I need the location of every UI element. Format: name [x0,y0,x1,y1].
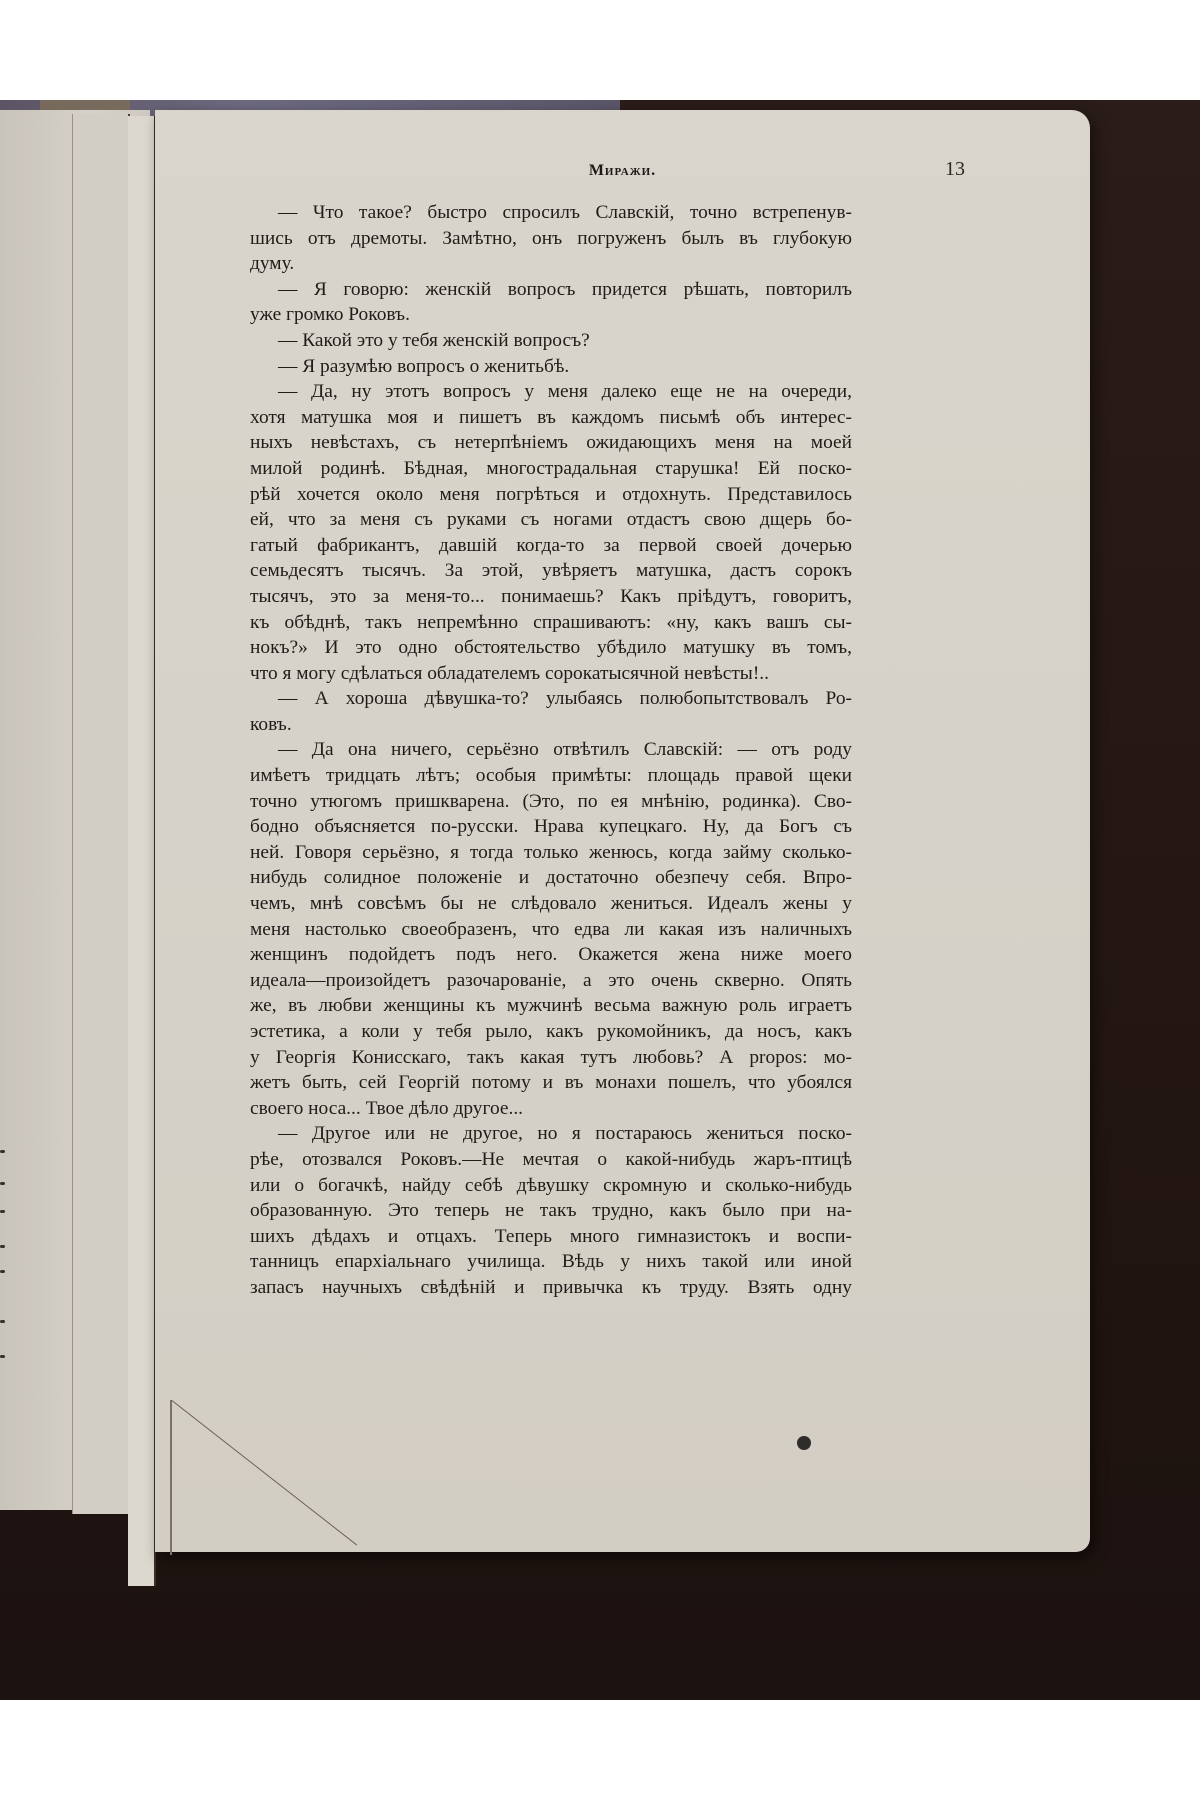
text-line: шихъ дѣдахъ и отцахъ. Теперь много гимназистокъ и воспи- [250,1225,852,1247]
page-number: 13 [945,158,965,180]
text-line: семьдесятъ тысячъ. За этой, увѣряетъ матушка, дастъ сорокъ [250,560,852,582]
text-line: у Георгія Конисскаго, такъ какая тутъ любовь? А propos: мо- [250,1046,852,1068]
text-line: бодно объясняется по-русски. Нрава купецкаго. Ну, да Богъ съ [250,816,852,838]
right-page [155,110,1090,1552]
text-line: рѣе, отозвался Роковъ.—Не мечтая о какой-нибудь жаръ-птицѣ [250,1148,852,1170]
text-line: танницъ епархіальнаго училища. Вѣдь у нихъ такой или иной [250,1251,852,1273]
body-text [250,200,852,1301]
folded-corner [170,1400,362,1555]
text-line: — Я говорю: женскій вопросъ придется рѣшать, повторилъ [278,278,852,300]
text-line: — Да она ничего, серьёзно отвѣтилъ Славскій: — отъ роду [278,739,852,761]
text-line: женщинъ подойдетъ подъ него. Окажется жена ниже моего [250,944,852,966]
left-page-edge-glyphs [0,110,10,1700]
text-line: нибудь солидное положеніе и достаточно обезпечу себя. Впро- [250,867,852,889]
text-line: ковъ. [250,713,292,735]
text-line: ней. Говоря серьёзно, я тогда только женюсь, когда займу сколько- [250,841,852,863]
text-line: къ обѣднѣ, такъ непремѣнно спрашиваютъ: «ну, какъ вашъ сы- [250,611,852,633]
text-line: шись отъ дремоты. Замѣтно, онъ погруженъ былъ въ глубокую [250,227,852,249]
text-line: идеала—произойдетъ разочарованіе, а это очень скверно. Опять [250,969,852,991]
text-line: — Какой это у тебя женскій вопросъ? [278,329,590,351]
text-line: нокъ?» И это одно обстоятельство убѣдило матушку въ томъ, [250,637,852,659]
text-line: запасъ научныхъ свѣдѣній и привычка къ труду. Взять одну [250,1276,852,1298]
text-line: хотя матушка моя и пишетъ въ каждомъ письмѣ объ интерес- [250,406,852,428]
text-line: милой родинѣ. Бѣдная, многострадальная старушка! Ей поско- [250,457,852,479]
text-line: меня настолько своеобразенъ, что едва ли какая изъ наличныхъ [250,918,852,940]
text-line: точно утюгомъ пришкварена. (Это, по ея мнѣнію, родинка). Сво- [250,790,852,812]
text-line: своего носа... Твое дѣло другое... [250,1097,524,1119]
text-line: — Да, ну этотъ вопросъ у меня далеко еще не на очереди, [278,381,852,403]
ink-blot [797,1436,811,1450]
text-line: тысячъ, это за меня-то... понимаешь? Какъ пріѣдутъ, говоритъ, [250,585,852,607]
text-line: уже громко Роковъ. [250,304,410,326]
text-line: думу. [250,253,295,275]
torn-flap [72,114,130,1514]
text-line: эстетика, а коли у тебя рыло, какъ рукомойникъ, да носъ, какъ [250,1021,852,1042]
text-line: же, въ любви женщины къ мужчинѣ весьма важную роль играетъ [250,995,852,1017]
text-line: — Что такое? быстро спросилъ Славскій, точно встрепенув- [278,202,852,223]
text-line: рѣй хочется около меня погрѣться и отдохнуть. Представилось [250,483,852,505]
text-line: жетъ быть, сей Георгій потому и въ монахи пошелъ, что убоялся [250,1072,852,1094]
text-line: — А хороша дѣвушка-то? улыбаясь полюбопытствовалъ Ро- [278,688,852,710]
book-gutter [128,116,156,1586]
text-line: — Я разумѣю вопросъ о женитьбѣ. [278,355,570,377]
book-photo [0,100,1200,1700]
text-line: ныхъ невѣстахъ, съ нетерпѣніемъ ожидающихъ меня на моей [250,432,852,454]
text-line: гатый фабрикантъ, давшій когда-то за первой своей дочерью [250,534,852,556]
text-line: образованную. Это теперь не такъ трудно, какъ было при на- [250,1200,852,1222]
running-head: Миражи. [588,162,657,179]
text-line: или о богачкѣ, найду себѣ дѣвушку скромную и сколько-нибудь [250,1174,852,1196]
text-line: что я могу сдѣлаться обладателемъ сорокатысячной невѣсты!.. [250,662,769,684]
text-line: — Другое или не другое, но я постараюсь жениться поско- [278,1123,852,1145]
text-line: имѣетъ тридцать лѣтъ; особыя примѣты: площадь правой щеки [250,765,852,787]
text-line: ей, что за меня съ руками съ ногами отдастъ свою дщерь бо- [250,509,852,531]
text-line: чемъ, мнѣ совсѣмъ бы не слѣдовало жениться. Идеалъ жены у [250,893,852,915]
